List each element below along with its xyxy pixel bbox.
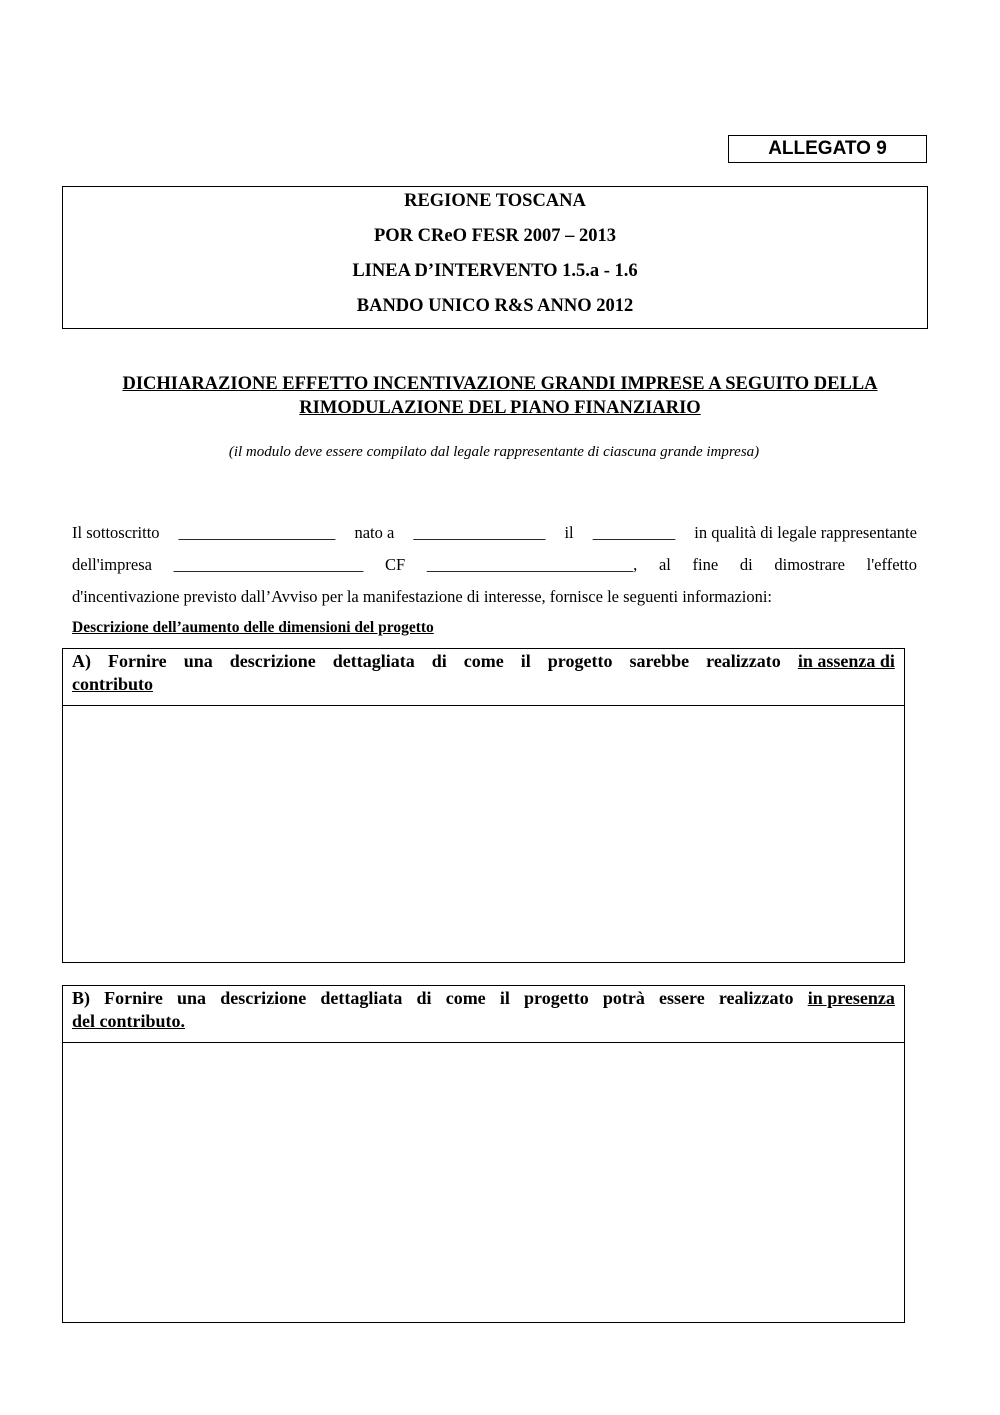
word: essere	[659, 988, 705, 1008]
word: Fornire	[104, 988, 163, 1008]
header-call: BANDO UNICO R&S ANNO 2012	[356, 296, 634, 316]
word: descrizione	[229, 651, 316, 671]
word: B)	[72, 988, 90, 1008]
question-b-line-2: del contributo.	[72, 1011, 186, 1031]
instructions-note: (il modulo deve essere compilato dal legale rappresentante di ciascuna grande impresa)	[228, 444, 760, 460]
tax-code-blank[interactable]: _________________________,	[426, 555, 638, 574]
question-a-line-1	[72, 650, 895, 673]
word: una	[183, 651, 213, 671]
label-il: il	[564, 523, 574, 542]
word: dimostrare	[774, 555, 845, 574]
declaration-line-1	[72, 522, 917, 544]
word: dettagliata	[332, 651, 415, 671]
birthplace-blank[interactable]: ________________	[413, 523, 546, 542]
underlined-phrase: in presenza	[807, 988, 895, 1008]
word: di	[431, 651, 447, 671]
word: Fornire	[108, 651, 167, 671]
underlined-phrase: in assenza di	[797, 651, 895, 671]
question-a-line-2: contributo	[72, 674, 153, 694]
word: potrà	[602, 988, 645, 1008]
declaration-line-3: d'incentivazione previsto dall’Avviso per la manifestazione di interesse, fornisce le seguenti informazioni:	[72, 587, 773, 606]
question-b-line-1	[72, 987, 895, 1010]
question-b-box	[62, 985, 905, 1323]
allegato-label: ALLEGATO 9	[728, 135, 927, 163]
name-blank[interactable]: ___________________	[178, 523, 336, 542]
declaration-line-2	[72, 554, 917, 576]
word: realizzato	[706, 651, 781, 671]
header-line: LINEA D’INTERVENTO 1.5.a - 1.6	[352, 261, 638, 281]
label-role: in qualità di legale rappresentante	[694, 523, 917, 542]
birthdate-blank[interactable]: __________	[592, 523, 676, 542]
question-a-header	[63, 649, 904, 706]
word: una	[177, 988, 207, 1008]
question-a-answer-area[interactable]	[63, 706, 904, 946]
word: di	[739, 555, 753, 574]
word: come	[445, 988, 486, 1008]
title-line-1: DICHIARAZIONE EFFETTO INCENTIVAZIONE GRANDI IMPRESE A SEGUITO DELLA	[122, 374, 878, 394]
header-region: REGIONE TOSCANA	[404, 191, 586, 211]
word: realizzato	[718, 988, 794, 1008]
document-title	[62, 372, 938, 420]
title-line-2: RIMODULAZIONE DEL PIANO FINANZIARIO	[299, 398, 701, 418]
word: l'effetto	[866, 555, 917, 574]
word: fine	[692, 555, 719, 574]
section-subheading: Descrizione dell’aumento delle dimensioni del progetto	[72, 619, 434, 636]
word: descrizione	[220, 988, 307, 1008]
word: progetto	[524, 988, 589, 1008]
word: il	[520, 651, 531, 671]
header-box	[62, 186, 928, 329]
word: di	[416, 988, 432, 1008]
question-a-box	[62, 648, 905, 963]
label-nato-a: nato a	[354, 523, 395, 542]
label-sottoscritto: Il sottoscritto	[72, 523, 160, 542]
word: al	[658, 555, 671, 574]
word: progetto	[547, 651, 613, 671]
word: come	[463, 651, 504, 671]
word: il	[499, 988, 510, 1008]
word: A)	[72, 651, 91, 671]
label-impresa: dell'impresa	[72, 555, 152, 574]
word: dettagliata	[320, 988, 403, 1008]
company-blank[interactable]: _______________________	[173, 555, 364, 574]
question-b-answer-area[interactable]	[63, 1043, 904, 1313]
word: sarebbe	[629, 651, 690, 671]
label-cf: CF	[385, 555, 406, 574]
question-b-header	[63, 986, 904, 1043]
header-program: POR CReO FESR 2007 – 2013	[373, 226, 617, 246]
